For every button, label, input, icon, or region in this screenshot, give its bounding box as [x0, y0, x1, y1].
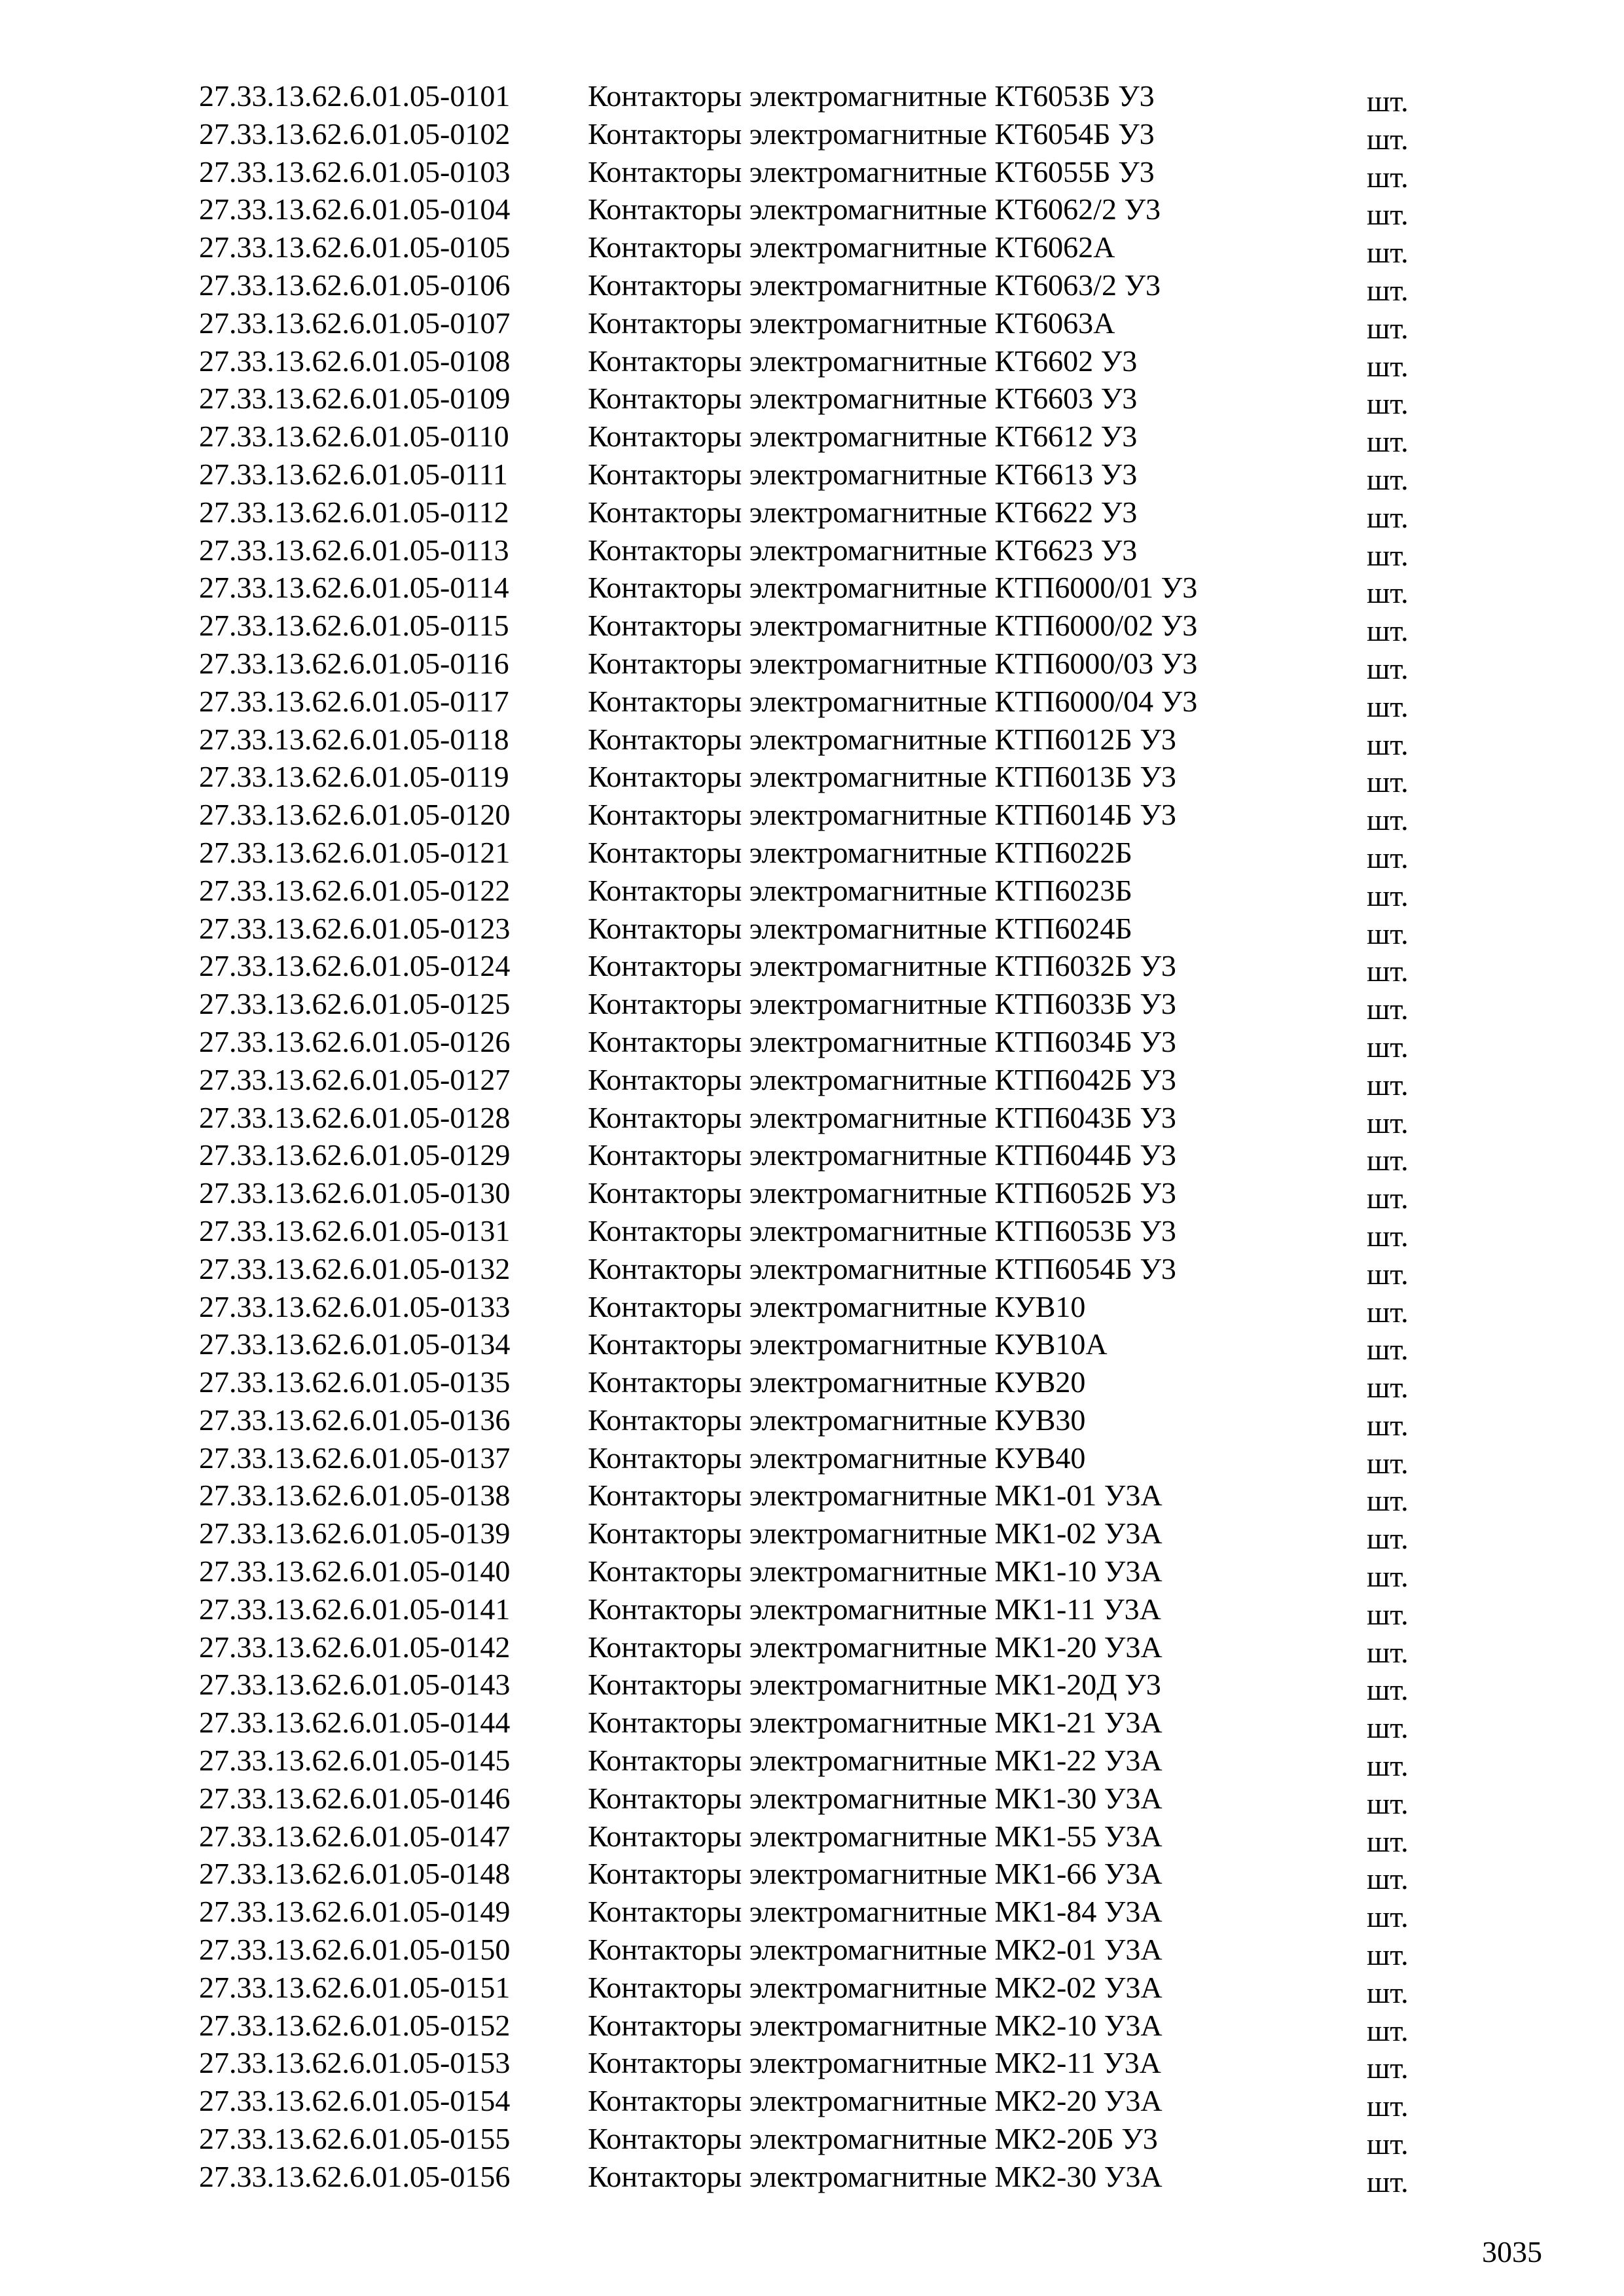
row-name: Контакторы электромагнитные КТ6062А	[588, 230, 1115, 264]
row-name: Контакторы электромагнитные КТП6000/03 У3	[588, 646, 1198, 680]
table-row	[0, 1401, 1624, 1442]
row-code: 27.33.13.62.6.01.05-0151	[199, 1970, 511, 2004]
row-name: Контакторы электромагнитные КТ6063А	[588, 306, 1115, 340]
table-row	[0, 721, 1624, 759]
row-unit: шт.	[1367, 160, 1409, 194]
row-unit: шт.	[1367, 954, 1409, 988]
table-row	[0, 77, 1624, 118]
row-name: Контакторы электромагнитные КТП6053Б У3	[588, 1213, 1176, 1247]
row-unit: шт.	[1367, 2089, 1409, 2123]
row-name: Контакторы электромагнитные КУВ10	[588, 1289, 1086, 1323]
row-unit: шт.	[1367, 538, 1409, 572]
row-unit: шт.	[1367, 765, 1409, 799]
row-unit: шт.	[1367, 349, 1409, 383]
row-code: 27.33.13.62.6.01.05-0147	[199, 1819, 511, 1853]
table-row	[0, 1515, 1624, 1556]
table-row	[0, 1250, 1624, 1291]
row-code: 27.33.13.62.6.01.05-0133	[199, 1289, 511, 1323]
row-name: Контакторы электромагнитные КТП6023Б	[588, 873, 1132, 907]
table-row	[0, 607, 1624, 648]
table-row	[0, 1023, 1624, 1064]
row-code: 27.33.13.62.6.01.05-0103	[199, 154, 511, 188]
row-code: 27.33.13.62.6.01.05-0139	[199, 1516, 511, 1551]
table-row	[0, 758, 1624, 799]
table-row	[0, 380, 1624, 421]
table-row	[0, 1704, 1624, 1745]
row-code: 27.33.13.62.6.01.05-0154	[199, 2084, 511, 2118]
row-name: Контакторы электромагнитные КТ6603 У3	[588, 382, 1138, 416]
table-row	[0, 645, 1624, 683]
row-code: 27.33.13.62.6.01.05-0111	[199, 457, 508, 491]
row-name: Контакторы электромагнитные КТ6613 У3	[588, 457, 1138, 491]
row-name: Контакторы электромагнитные КУВ10А	[588, 1327, 1108, 1361]
price-list-table	[0, 77, 1624, 2196]
row-name: Контакторы электромагнитные КТ6053Б У3	[588, 79, 1155, 113]
table-row	[0, 2120, 1624, 2161]
row-name: Контакторы электромагнитные МК1-20Д У3	[588, 1668, 1161, 1702]
table-row	[0, 796, 1624, 837]
row-name: Контакторы электромагнитные КУВ20	[588, 1365, 1086, 1399]
row-code: 27.33.13.62.6.01.05-0131	[199, 1213, 511, 1247]
table-row	[0, 1477, 1624, 1518]
row-code: 27.33.13.62.6.01.05-0101	[199, 79, 511, 113]
row-name: Контакторы электромагнитные КТ6054Б У3	[588, 117, 1155, 151]
row-code: 27.33.13.62.6.01.05-0109	[199, 382, 511, 416]
row-name: Контакторы электромагнитные КТП6033Б У3	[588, 987, 1176, 1021]
row-unit: шт.	[1367, 1181, 1409, 1215]
table-row	[0, 266, 1624, 307]
table-row	[0, 153, 1624, 194]
row-code: 27.33.13.62.6.01.05-0124	[199, 949, 511, 983]
row-name: Контакторы электромагнитные КУВ40	[588, 1441, 1086, 1475]
row-name: Контакторы электромагнитные КТ6062/2 У3	[588, 192, 1161, 226]
row-unit: шт.	[1367, 1333, 1409, 1367]
row-name: Контакторы электромагнитные МК1-11 У3А	[588, 1592, 1161, 1626]
row-name: Контакторы электромагнитные МК1-20 У3А	[588, 1630, 1163, 1664]
row-unit: шт.	[1367, 1067, 1409, 1102]
row-name: Контакторы электромагнитные КУВ30	[588, 1403, 1086, 1437]
table-row	[0, 1174, 1624, 1215]
table-row	[0, 1855, 1624, 1896]
table-row	[0, 683, 1624, 721]
row-unit: шт.	[1367, 1484, 1409, 1518]
row-unit: шт.	[1367, 1522, 1409, 1556]
table-row	[0, 947, 1624, 988]
row-name: Контакторы электромагнитные МК2-11 У3А	[588, 2046, 1161, 2080]
row-code: 27.33.13.62.6.01.05-0121	[199, 835, 511, 869]
row-code: 27.33.13.62.6.01.05-0144	[199, 1706, 511, 1740]
row-name: Контакторы электромагнитные КТП6024Б	[588, 911, 1132, 945]
row-code: 27.33.13.62.6.01.05-0145	[199, 1744, 511, 1778]
row-name: Контакторы электромагнитные КТП6043Б У3	[588, 1100, 1176, 1134]
table-row	[0, 1552, 1624, 1594]
row-code: 27.33.13.62.6.01.05-0114	[199, 571, 509, 605]
row-name: Контакторы электромагнитные МК1-84 У3А	[588, 1895, 1163, 1929]
row-name: Контакторы электромагнитные МК1-55 У3А	[588, 1819, 1163, 1853]
row-unit: шт.	[1367, 198, 1409, 232]
table-row	[0, 1099, 1624, 1137]
row-name: Контакторы электромагнитные МК2-01 У3А	[588, 1933, 1163, 1967]
table-row	[0, 2044, 1624, 2085]
table-row	[0, 872, 1624, 910]
row-unit: шт.	[1367, 1030, 1409, 1064]
table-row	[0, 1780, 1624, 1818]
row-unit: шт.	[1367, 614, 1409, 648]
row-unit: шт.	[1367, 1711, 1409, 1745]
table-row	[0, 1439, 1624, 1480]
table-row	[0, 1818, 1624, 1856]
row-unit: шт.	[1367, 311, 1409, 345]
row-code: 27.33.13.62.6.01.05-0142	[199, 1630, 511, 1664]
row-name: Контакторы электромагнитные КТП6052Б У3	[588, 1176, 1176, 1210]
row-name: Контакторы электромагнитные МК2-10 У3А	[588, 2008, 1163, 2042]
row-name: Контакторы электромагнитные МК2-20Б У3	[588, 2122, 1158, 2156]
table-row	[0, 1742, 1624, 1783]
row-unit: шт.	[1367, 387, 1409, 421]
table-row	[0, 1931, 1624, 1972]
row-code: 27.33.13.62.6.01.05-0150	[199, 1933, 511, 1967]
row-code: 27.33.13.62.6.01.05-0148	[199, 1857, 511, 1891]
row-code: 27.33.13.62.6.01.05-0110	[199, 420, 509, 454]
row-code: 27.33.13.62.6.01.05-0115	[199, 609, 509, 643]
table-row	[0, 228, 1624, 270]
row-unit: шт.	[1367, 1105, 1409, 1139]
row-code: 27.33.13.62.6.01.05-0127	[199, 1062, 511, 1096]
table-row	[0, 1590, 1624, 1631]
table-row	[0, 1212, 1624, 1253]
row-code: 27.33.13.62.6.01.05-0155	[199, 2122, 511, 2156]
row-code: 27.33.13.62.6.01.05-0113	[199, 533, 509, 567]
row-code: 27.33.13.62.6.01.05-0107	[199, 306, 511, 340]
row-code: 27.33.13.62.6.01.05-0143	[199, 1668, 511, 1702]
row-name: Контакторы электромагнитные КТ6055Б У3	[588, 154, 1155, 188]
row-code: 27.33.13.62.6.01.05-0134	[199, 1327, 511, 1361]
row-unit: шт.	[1367, 2013, 1409, 2047]
row-unit: шт.	[1367, 2164, 1409, 2198]
table-row	[0, 1288, 1624, 1329]
row-code: 27.33.13.62.6.01.05-0138	[199, 1479, 511, 1513]
table-row	[0, 456, 1624, 496]
table-row	[0, 190, 1624, 232]
row-unit: шт.	[1367, 84, 1409, 118]
row-code: 27.33.13.62.6.01.05-0146	[199, 1781, 511, 1815]
row-unit: шт.	[1367, 1597, 1409, 1631]
row-name: Контакторы электромагнитные МК1-21 У3А	[588, 1706, 1163, 1740]
row-code: 27.33.13.62.6.01.05-0104	[199, 192, 511, 226]
row-unit: шт.	[1367, 2051, 1409, 2085]
row-unit: шт.	[1367, 1975, 1409, 2009]
row-name: Контакторы электромагнитные МК1-02 У3А	[588, 1516, 1163, 1551]
row-unit: шт.	[1367, 425, 1409, 459]
row-name: Контакторы электромагнитные КТП6014Б У3	[588, 798, 1176, 832]
row-code: 27.33.13.62.6.01.05-0112	[199, 495, 509, 529]
row-code: 27.33.13.62.6.01.05-0123	[199, 911, 511, 945]
table-row	[0, 1363, 1624, 1405]
table-row	[0, 418, 1624, 459]
row-name: Контакторы электромагнитные МК2-20 У3А	[588, 2084, 1163, 2118]
row-name: Контакторы электромагнитные МК1-22 У3А	[588, 1744, 1163, 1778]
row-unit: шт.	[1367, 1635, 1409, 1669]
row-unit: шт.	[1367, 689, 1409, 723]
row-name: Контакторы электромагнитные МК1-01 У3А	[588, 1479, 1163, 1513]
table-row	[0, 1666, 1624, 1707]
row-name: Контакторы электромагнитные КТ6623 У3	[588, 533, 1138, 567]
row-unit: шт.	[1367, 916, 1409, 950]
table-row	[0, 304, 1624, 345]
row-unit: шт.	[1367, 236, 1409, 270]
table-row	[0, 115, 1624, 156]
table-row	[0, 1893, 1624, 1934]
table-row	[0, 2158, 1624, 2196]
row-unit: шт.	[1367, 1862, 1409, 1896]
row-unit: шт.	[1367, 273, 1409, 307]
row-unit: шт.	[1367, 1257, 1409, 1291]
row-unit: шт.	[1367, 878, 1409, 912]
row-code: 27.33.13.62.6.01.05-0153	[199, 2046, 511, 2080]
row-unit: шт.	[1367, 1371, 1409, 1405]
row-name: Контакторы электромагнитные МК1-66 У3А	[588, 1857, 1163, 1891]
row-name: Контакторы электромагнитные КТП6022Б	[588, 835, 1132, 869]
row-code: 27.33.13.62.6.01.05-0118	[199, 722, 509, 756]
row-unit: шт.	[1367, 1560, 1409, 1594]
table-row	[0, 1136, 1624, 1177]
row-code: 27.33.13.62.6.01.05-0129	[199, 1138, 511, 1172]
row-name: Контакторы электромагнитные КТП6012Б У3	[588, 722, 1176, 756]
table-row	[0, 985, 1624, 1026]
row-code: 27.33.13.62.6.01.05-0116	[199, 646, 509, 680]
row-unit: шт.	[1367, 1824, 1409, 1858]
row-code: 27.33.13.62.6.01.05-0136	[199, 1403, 511, 1437]
row-unit: шт.	[1367, 1446, 1409, 1480]
table-row	[0, 1628, 1624, 1669]
row-code: 27.33.13.62.6.01.05-0132	[199, 1251, 511, 1285]
row-name: Контакторы электромагнитные КТП6000/01 У3	[588, 571, 1198, 605]
row-name: Контакторы электромагнитные КТП6013Б У3	[588, 760, 1176, 794]
table-row	[0, 1325, 1624, 1367]
row-name: Контакторы электромагнитные КТ6602 У3	[588, 344, 1138, 378]
table-row	[0, 834, 1624, 872]
row-unit: шт.	[1367, 1786, 1409, 1820]
row-name: Контакторы электромагнитные КТП6044Б У3	[588, 1138, 1176, 1172]
row-unit: шт.	[1367, 727, 1409, 761]
row-code: 27.33.13.62.6.01.05-0156	[199, 2159, 511, 2193]
row-unit: шт.	[1367, 803, 1409, 837]
row-name: Контакторы электромагнитные МК1-30 У3А	[588, 1781, 1163, 1815]
row-unit: шт.	[1367, 2127, 1409, 2161]
row-name: Контакторы электромагнитные КТП6042Б У3	[588, 1062, 1176, 1096]
row-unit: шт.	[1367, 840, 1409, 874]
row-unit: шт.	[1367, 122, 1409, 156]
row-name: Контакторы электромагнитные МК2-02 У3А	[588, 1970, 1163, 2004]
table-row	[0, 2082, 1624, 2123]
row-unit: шт.	[1367, 1408, 1409, 1442]
table-row	[0, 531, 1624, 572]
row-unit: шт.	[1367, 651, 1409, 685]
row-code: 27.33.13.62.6.01.05-0105	[199, 230, 511, 264]
row-name: Контакторы электромагнитные КТП6000/02 У3	[588, 609, 1198, 643]
row-unit: шт.	[1367, 1673, 1409, 1707]
row-code: 27.33.13.62.6.01.05-0149	[199, 1895, 511, 1929]
row-unit: шт.	[1367, 1938, 1409, 1972]
row-code: 27.33.13.62.6.01.05-0137	[199, 1441, 511, 1475]
row-code: 27.33.13.62.6.01.05-0140	[199, 1554, 511, 1588]
row-unit: шт.	[1367, 1749, 1409, 1783]
row-code: 27.33.13.62.6.01.05-0102	[199, 117, 511, 151]
row-unit: шт.	[1367, 992, 1409, 1026]
table-row	[0, 2007, 1624, 2045]
row-name: Контакторы электромагнитные КТП6032Б У3	[588, 949, 1176, 983]
row-name: Контакторы электромагнитные КТ6622 У3	[588, 495, 1138, 529]
table-row	[0, 493, 1624, 534]
row-unit: шт.	[1367, 1295, 1409, 1329]
table-row	[0, 910, 1624, 948]
row-code: 27.33.13.62.6.01.05-0128	[199, 1100, 511, 1134]
table-row	[0, 1061, 1624, 1102]
row-unit: шт.	[1367, 1900, 1409, 1934]
row-unit: шт.	[1367, 576, 1409, 610]
row-name: Контакторы электромагнитные МК2-30 У3А	[588, 2159, 1163, 2193]
row-code: 27.33.13.62.6.01.05-0135	[199, 1365, 511, 1399]
row-name: Контакторы электромагнитные КТ6063/2 У3	[588, 268, 1161, 302]
table-row	[0, 342, 1624, 383]
row-code: 27.33.13.62.6.01.05-0130	[199, 1176, 511, 1210]
row-code: 27.33.13.62.6.01.05-0125	[199, 987, 511, 1021]
row-name: Контакторы электромагнитные КТ6612 У3	[588, 420, 1138, 454]
row-code: 27.33.13.62.6.01.05-0120	[199, 798, 511, 832]
row-unit: шт.	[1367, 1219, 1409, 1253]
row-code: 27.33.13.62.6.01.05-0119	[199, 760, 509, 794]
row-code: 27.33.13.62.6.01.05-0126	[199, 1024, 511, 1058]
row-unit: шт.	[1367, 500, 1409, 534]
row-name: Контакторы электромагнитные КТП6000/04 У3	[588, 684, 1198, 718]
row-code: 27.33.13.62.6.01.05-0122	[199, 873, 511, 907]
row-code: 27.33.13.62.6.01.05-0106	[199, 268, 511, 302]
row-code: 27.33.13.62.6.01.05-0141	[199, 1592, 511, 1626]
page-number: 3035	[1482, 2235, 1542, 2269]
row-name: Контакторы электромагнитные КТП6034Б У3	[588, 1024, 1176, 1058]
row-name: Контакторы электромагнитные КТП6054Б У3	[588, 1251, 1176, 1285]
row-unit: шт.	[1367, 462, 1409, 496]
row-code: 27.33.13.62.6.01.05-0117	[199, 684, 509, 718]
row-name: Контакторы электромагнитные МК1-10 У3А	[588, 1554, 1163, 1588]
row-code: 27.33.13.62.6.01.05-0152	[199, 2008, 511, 2042]
row-code: 27.33.13.62.6.01.05-0108	[199, 344, 511, 378]
row-unit: шт.	[1367, 1143, 1409, 1177]
table-row	[0, 569, 1624, 610]
table-row	[0, 1969, 1624, 2007]
